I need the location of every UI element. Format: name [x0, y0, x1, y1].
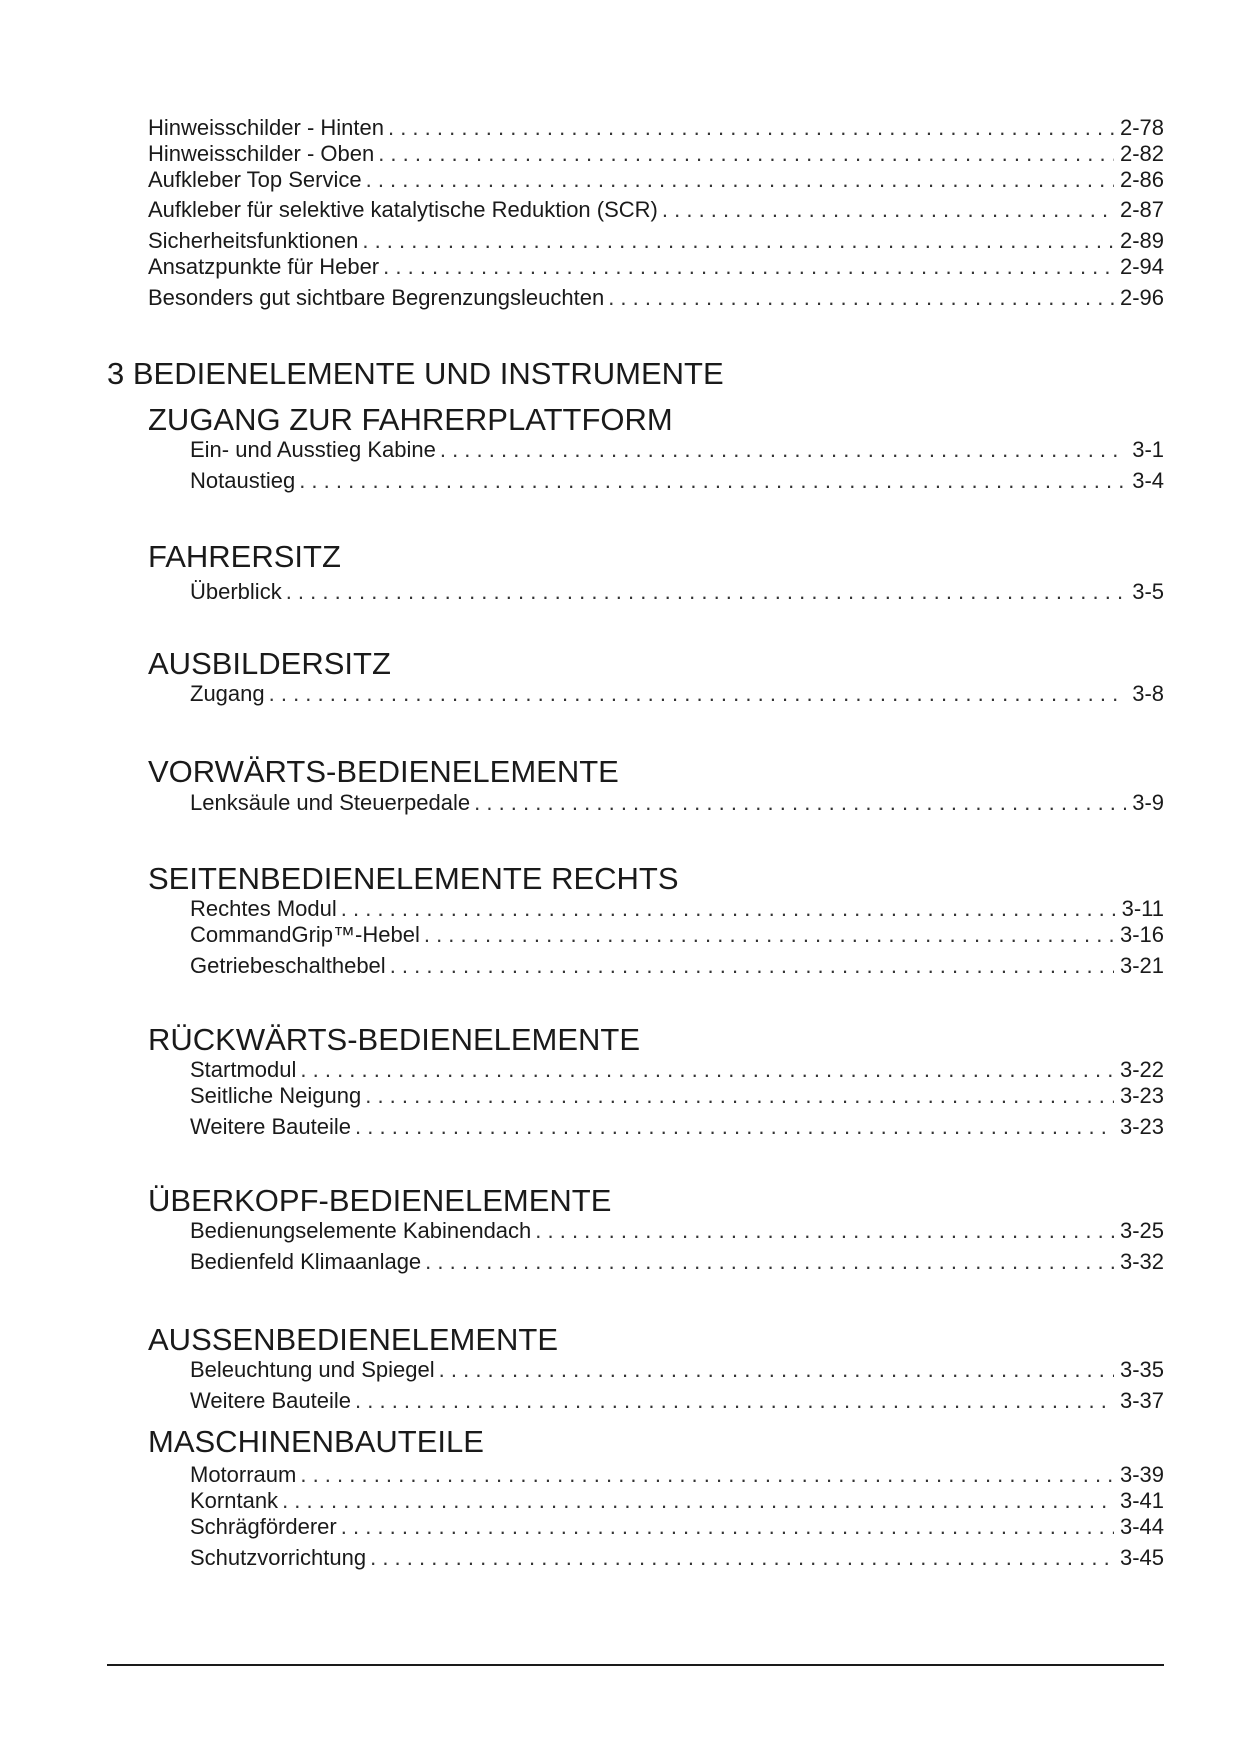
- dot-leader: [282, 1488, 1114, 1514]
- toc-entry-label: Rechtes Modul: [190, 896, 337, 921]
- toc-entry-page: 3-4: [1132, 468, 1164, 493]
- dot-leader: [662, 197, 1114, 223]
- toc-entry-label: Notaustieg: [190, 468, 296, 493]
- toc-entry-label: Hinweisschilder - Hinten: [148, 115, 384, 140]
- toc-entry-page: 3-35: [1119, 1357, 1164, 1382]
- toc-entry-page: 2-89: [1119, 228, 1164, 253]
- toc-entry-label: Ein- und Ausstieg Kabine: [190, 437, 436, 462]
- toc-entry-label: Bedienungselemente Kabinendach: [190, 1218, 532, 1243]
- toc-entry-page: 3-37: [1119, 1388, 1164, 1413]
- toc-entry-page: 3-16: [1119, 922, 1164, 947]
- toc-entry[interactable]: [190, 1218, 1164, 1244]
- toc-entry-label: Beleuchtung und Spiegel: [190, 1357, 435, 1382]
- section-heading[interactable]: FAHRERSITZ: [148, 539, 341, 574]
- dot-leader: [300, 1057, 1114, 1083]
- toc-entry[interactable]: [190, 681, 1164, 707]
- toc-entry-label: Getriebeschalthebel: [190, 953, 386, 978]
- dot-leader: [535, 1218, 1114, 1244]
- toc-entry-label: Weitere Bauteile: [190, 1388, 352, 1413]
- toc-entry[interactable]: [148, 254, 1164, 280]
- toc-entry-label: Seitliche Neigung: [190, 1083, 362, 1108]
- toc-entry-page: 3-22: [1119, 1057, 1164, 1082]
- section-heading[interactable]: SEITENBEDIENELEMENTE RECHTS: [148, 861, 679, 896]
- toc-entry[interactable]: [148, 197, 1164, 223]
- toc-entry-page: 3-8: [1132, 681, 1164, 706]
- toc-entry-label: Schutzvorrichtung: [190, 1545, 367, 1570]
- toc-entry-page: 2-82: [1119, 141, 1164, 166]
- toc-entry[interactable]: [190, 896, 1164, 922]
- toc-entry-label: Motorraum: [190, 1462, 297, 1487]
- toc-entry-label: Besonders gut sichtbare Begrenzungsleuchten: [148, 285, 605, 310]
- toc-entry[interactable]: [190, 1514, 1164, 1540]
- toc-entry-page: 3-41: [1119, 1488, 1164, 1513]
- toc-entry[interactable]: [190, 1357, 1164, 1383]
- dot-leader: [383, 254, 1114, 280]
- toc-entry-label: Aufkleber für selektive katalytische Reduktion (SCR): [148, 197, 658, 222]
- section-heading[interactable]: ZUGANG ZUR FAHRERPLATTFORM: [148, 402, 673, 437]
- toc-entry[interactable]: [148, 141, 1164, 167]
- toc-entry[interactable]: [190, 437, 1164, 463]
- dot-leader: [424, 922, 1114, 948]
- toc-entry[interactable]: [190, 790, 1164, 816]
- toc-entry-page: 2-96: [1119, 285, 1164, 310]
- toc-entry[interactable]: [190, 1462, 1164, 1488]
- toc-entry-label: CommandGrip™-Hebel: [190, 922, 420, 947]
- toc-entry[interactable]: [190, 1388, 1164, 1414]
- toc-entry[interactable]: [190, 579, 1164, 605]
- toc-entry[interactable]: [148, 285, 1164, 311]
- dot-leader: [362, 228, 1114, 254]
- toc-entry-page: 2-78: [1119, 115, 1164, 140]
- dot-leader: [608, 285, 1114, 311]
- section-heading[interactable]: ÜBERKOPF-BEDIENELEMENTE: [148, 1183, 612, 1218]
- dot-leader: [299, 468, 1126, 494]
- toc-entry[interactable]: [190, 1083, 1164, 1109]
- toc-entry-page: 3-11: [1121, 896, 1164, 921]
- dot-leader: [439, 1357, 1114, 1383]
- toc-entry[interactable]: [190, 922, 1164, 948]
- dot-leader: [286, 579, 1127, 605]
- dot-leader: [378, 141, 1114, 167]
- toc-entry-label: Hinweisschilder - Oben: [148, 141, 375, 166]
- toc-entry-label: Lenksäule und Steuerpedale: [190, 790, 471, 815]
- section-heading[interactable]: MASCHINENBAUTEILE: [148, 1424, 484, 1459]
- toc-entry-page: 3-23: [1119, 1114, 1164, 1139]
- toc-entry[interactable]: [190, 1114, 1164, 1140]
- toc-entry-label: Sicherheitsfunktionen: [148, 228, 359, 253]
- toc-entry[interactable]: [190, 1249, 1164, 1275]
- section-heading[interactable]: VORWÄRTS-BEDIENELEMENTE: [148, 754, 619, 789]
- toc-entry-page: 3-39: [1119, 1462, 1164, 1487]
- toc-entry[interactable]: [190, 468, 1164, 494]
- toc-entry-page: 3-44: [1119, 1514, 1164, 1539]
- toc-entry-page: 2-86: [1119, 167, 1164, 192]
- toc-entry-page: 3-25: [1119, 1218, 1164, 1243]
- dot-leader: [440, 437, 1126, 463]
- dot-leader: [390, 953, 1114, 979]
- toc-entry-label: Zugang: [190, 681, 265, 706]
- toc-entry-label: Überblick: [190, 579, 282, 604]
- toc-entry-page: 3-45: [1119, 1545, 1164, 1570]
- toc-entry[interactable]: [190, 1488, 1164, 1514]
- footer-rule: [107, 1664, 1164, 1666]
- toc-entry-page: 3-23: [1119, 1083, 1164, 1108]
- dot-leader: [366, 167, 1114, 193]
- section-heading[interactable]: AUSSENBEDIENELEMENTE: [148, 1322, 558, 1357]
- section-heading[interactable]: AUSBILDERSITZ: [148, 646, 391, 681]
- dot-leader: [341, 1514, 1114, 1540]
- toc-entry-label: Schrägförderer: [190, 1514, 337, 1539]
- toc-entry-page: 3-5: [1132, 579, 1164, 604]
- toc-entry-label: Startmodul: [190, 1057, 297, 1082]
- toc-entry[interactable]: [190, 1545, 1164, 1571]
- toc-entry-label: Weitere Bauteile: [190, 1114, 352, 1139]
- toc-entry-page: 3-1: [1132, 437, 1164, 462]
- dot-leader: [355, 1388, 1114, 1414]
- toc-entry[interactable]: [148, 228, 1164, 254]
- chapter-heading[interactable]: 3 BEDIENELEMENTE UND INSTRUMENTE: [107, 356, 724, 391]
- toc-entry[interactable]: [190, 953, 1164, 979]
- toc-entry-page: 3-21: [1119, 953, 1164, 978]
- dot-leader: [370, 1545, 1114, 1571]
- dot-leader: [341, 896, 1116, 922]
- dot-leader: [355, 1114, 1114, 1140]
- toc-entry-label: Ansatzpunkte für Heber: [148, 254, 380, 279]
- toc-entry[interactable]: [148, 115, 1164, 141]
- dot-leader: [300, 1462, 1114, 1488]
- dot-leader: [269, 681, 1127, 707]
- toc-entry-page: 3-32: [1119, 1249, 1164, 1274]
- toc-entry-label: Bedienfeld Klimaanlage: [190, 1249, 422, 1274]
- dot-leader: [425, 1249, 1114, 1275]
- toc-entry-page: 3-9: [1132, 790, 1164, 815]
- toc-entry-label: Korntank: [190, 1488, 279, 1513]
- dot-leader: [388, 115, 1114, 141]
- toc-entry-label: Aufkleber Top Service: [148, 167, 362, 192]
- toc-entry[interactable]: [148, 167, 1164, 193]
- toc-entry-page: 2-87: [1119, 197, 1164, 222]
- toc-entry[interactable]: [190, 1057, 1164, 1083]
- toc-entry-page: 2-94: [1119, 254, 1164, 279]
- dot-leader: [474, 790, 1126, 816]
- dot-leader: [365, 1083, 1114, 1109]
- section-heading[interactable]: RÜCKWÄRTS-BEDIENELEMENTE: [148, 1022, 641, 1057]
